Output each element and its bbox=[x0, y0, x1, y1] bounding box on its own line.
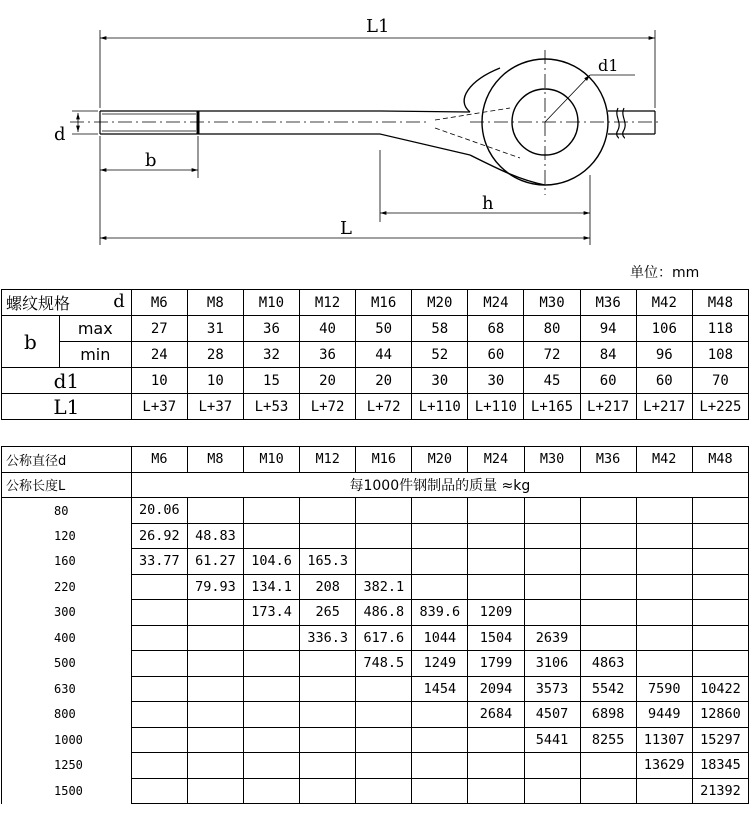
spec-cell: 52 bbox=[412, 342, 468, 368]
mass-cell bbox=[412, 727, 468, 753]
label-L: L bbox=[340, 218, 352, 239]
mass-cell bbox=[131, 727, 187, 753]
mass-cell: 4863 bbox=[580, 651, 636, 677]
mass-cell bbox=[187, 625, 243, 651]
spec-cell: L+165 bbox=[524, 394, 580, 420]
spec-cell: 60 bbox=[468, 342, 524, 368]
spec-cell: 70 bbox=[692, 368, 748, 394]
mass-cell: 336.3 bbox=[300, 625, 356, 651]
mass-cell bbox=[300, 778, 356, 804]
mass-cell bbox=[300, 651, 356, 677]
spec-size: M16 bbox=[356, 290, 412, 316]
mass-cell bbox=[243, 778, 299, 804]
mass-cell: 6898 bbox=[580, 702, 636, 728]
spec-cell: L+72 bbox=[300, 394, 356, 420]
mass-cell bbox=[636, 549, 692, 575]
spec-cell: L+217 bbox=[580, 394, 636, 420]
length-value: 160 bbox=[2, 549, 132, 575]
length-value: 630 bbox=[2, 676, 132, 702]
mass-cell bbox=[636, 574, 692, 600]
mass-row bbox=[2, 625, 749, 651]
mass-cell bbox=[356, 778, 412, 804]
label-L1: L1 bbox=[366, 16, 390, 37]
mass-cell: 5542 bbox=[580, 676, 636, 702]
mass-cell bbox=[636, 498, 692, 524]
mass-size: M24 bbox=[468, 447, 524, 473]
mass-size: M6 bbox=[131, 447, 187, 473]
mass-row bbox=[2, 523, 749, 549]
mass-cell bbox=[131, 702, 187, 728]
spec-cell: L+37 bbox=[131, 394, 187, 420]
label-d1: d1 bbox=[598, 56, 619, 75]
mass-cell bbox=[412, 702, 468, 728]
mass-size: M16 bbox=[356, 447, 412, 473]
mass-cell bbox=[187, 498, 243, 524]
mass-cell: 7590 bbox=[636, 676, 692, 702]
mass-cell: 1799 bbox=[468, 651, 524, 677]
label-h: h bbox=[482, 193, 494, 214]
mass-cell: 208 bbox=[300, 574, 356, 600]
mass-cell bbox=[187, 651, 243, 677]
mass-cell bbox=[187, 727, 243, 753]
spec-cell: L+217 bbox=[636, 394, 692, 420]
spec-cell: 20 bbox=[356, 368, 412, 394]
mass-cell bbox=[356, 727, 412, 753]
length-value: 400 bbox=[2, 625, 132, 651]
mass-row bbox=[2, 549, 749, 575]
spec-size: M10 bbox=[243, 290, 299, 316]
spec-cell: 44 bbox=[356, 342, 412, 368]
d1-label: d1 bbox=[2, 368, 132, 394]
spec-cell: 32 bbox=[243, 342, 299, 368]
mass-cell bbox=[580, 753, 636, 779]
mass-size: M36 bbox=[580, 447, 636, 473]
mass-cell bbox=[243, 625, 299, 651]
spec-cell: 72 bbox=[524, 342, 580, 368]
spec-cell: 31 bbox=[187, 316, 243, 342]
length-value: 500 bbox=[2, 651, 132, 677]
spec-cell: 30 bbox=[468, 368, 524, 394]
mass-cell bbox=[300, 676, 356, 702]
mass-table bbox=[1, 446, 749, 804]
eye-bolt-drawing bbox=[0, 0, 750, 262]
mass-cell bbox=[468, 523, 524, 549]
spec-cell: 10 bbox=[187, 368, 243, 394]
spec-header-row bbox=[2, 290, 749, 316]
mass-row bbox=[2, 702, 749, 728]
unit-note: 单位：mm bbox=[630, 265, 700, 281]
mass-cell: 617.6 bbox=[356, 625, 412, 651]
mass-cell: 8255 bbox=[580, 727, 636, 753]
mass-cell: 173.4 bbox=[243, 600, 299, 626]
mass-row bbox=[2, 651, 749, 677]
mass-cell bbox=[692, 600, 748, 626]
length-value: 80 bbox=[2, 498, 132, 524]
mass-cell: 104.6 bbox=[243, 549, 299, 575]
spec-cell: 30 bbox=[412, 368, 468, 394]
mass-cell bbox=[131, 600, 187, 626]
mass-header-row bbox=[2, 447, 749, 473]
mass-size: M8 bbox=[187, 447, 243, 473]
mass-cell bbox=[187, 702, 243, 728]
spec-cell: 20 bbox=[300, 368, 356, 394]
dimension-d bbox=[72, 111, 98, 134]
mass-cell: 21392 bbox=[692, 778, 748, 804]
spec-row-L1 bbox=[2, 394, 749, 420]
spec-cell: 58 bbox=[412, 316, 468, 342]
mass-cell bbox=[131, 574, 187, 600]
mass-cell bbox=[580, 600, 636, 626]
mass-caption-row bbox=[2, 472, 749, 498]
mass-cell: 2684 bbox=[468, 702, 524, 728]
length-value: 1000 bbox=[2, 727, 132, 753]
mass-cell: 134.1 bbox=[243, 574, 299, 600]
spec-cell: 45 bbox=[524, 368, 580, 394]
mass-cell bbox=[524, 523, 580, 549]
spec-cell: L+110 bbox=[412, 394, 468, 420]
spec-cell: 27 bbox=[131, 316, 187, 342]
mass-cell bbox=[412, 523, 468, 549]
mass-cell bbox=[580, 498, 636, 524]
mass-caption: 每1000件钢制品的质量 ≈kg bbox=[131, 472, 748, 498]
mass-cell: 18345 bbox=[692, 753, 748, 779]
mass-cell bbox=[468, 549, 524, 575]
mass-cell bbox=[692, 523, 748, 549]
mass-cell bbox=[131, 778, 187, 804]
mass-cell: 748.5 bbox=[356, 651, 412, 677]
mass-cell bbox=[580, 549, 636, 575]
spec-size: M8 bbox=[187, 290, 243, 316]
mass-cell bbox=[636, 523, 692, 549]
mass-cell: 2094 bbox=[468, 676, 524, 702]
length-value: 800 bbox=[2, 702, 132, 728]
mass-cell bbox=[580, 523, 636, 549]
length-value: 1500 bbox=[2, 778, 132, 804]
mass-cell bbox=[524, 753, 580, 779]
spec-cell: 10 bbox=[131, 368, 187, 394]
mass-size: M30 bbox=[524, 447, 580, 473]
spec-cell: 36 bbox=[300, 342, 356, 368]
mass-cell bbox=[468, 574, 524, 600]
min-label: min bbox=[59, 342, 131, 368]
mass-cell: 4507 bbox=[524, 702, 580, 728]
mass-row bbox=[2, 498, 749, 524]
mass-cell bbox=[468, 778, 524, 804]
mass-cell: 61.27 bbox=[187, 549, 243, 575]
mass-cell bbox=[300, 727, 356, 753]
spec-cell: 28 bbox=[187, 342, 243, 368]
spec-size: M24 bbox=[468, 290, 524, 316]
mass-cell bbox=[131, 676, 187, 702]
spec-cell: 40 bbox=[300, 316, 356, 342]
mass-cell bbox=[412, 498, 468, 524]
spec-cell: 24 bbox=[131, 342, 187, 368]
mass-cell bbox=[356, 676, 412, 702]
mass-cell bbox=[356, 498, 412, 524]
mass-cell: 48.83 bbox=[187, 523, 243, 549]
length-value: 300 bbox=[2, 600, 132, 626]
mass-cell: 26.92 bbox=[131, 523, 187, 549]
dimension-L1 bbox=[100, 30, 655, 108]
mass-cell bbox=[243, 727, 299, 753]
mass-cell bbox=[131, 753, 187, 779]
mass-cell bbox=[356, 702, 412, 728]
L1-label: L1 bbox=[2, 394, 132, 420]
length-value: 120 bbox=[2, 523, 132, 549]
mass-cell bbox=[187, 676, 243, 702]
mass-cell bbox=[524, 574, 580, 600]
mass-cell bbox=[300, 523, 356, 549]
spec-size: M12 bbox=[300, 290, 356, 316]
mass-cell: 486.8 bbox=[356, 600, 412, 626]
mass-cell bbox=[468, 498, 524, 524]
mass-cell bbox=[468, 753, 524, 779]
mass-size: M10 bbox=[243, 447, 299, 473]
mass-size: M20 bbox=[412, 447, 468, 473]
thread-spec-label: 螺纹规格 d bbox=[2, 290, 132, 316]
mass-row bbox=[2, 676, 749, 702]
mass-cell bbox=[243, 498, 299, 524]
mass-cell: 11307 bbox=[636, 727, 692, 753]
mass-cell bbox=[243, 753, 299, 779]
mass-cell bbox=[187, 778, 243, 804]
label-b: b bbox=[145, 150, 157, 171]
spec-cell: L+53 bbox=[243, 394, 299, 420]
mass-cell bbox=[468, 727, 524, 753]
mass-size: M42 bbox=[636, 447, 692, 473]
mass-cell bbox=[524, 498, 580, 524]
mass-body bbox=[2, 498, 749, 804]
max-label: max bbox=[59, 316, 131, 342]
mass-cell: 12860 bbox=[692, 702, 748, 728]
mass-cell bbox=[300, 702, 356, 728]
mass-cell bbox=[580, 625, 636, 651]
mass-cell bbox=[636, 600, 692, 626]
mass-cell: 13629 bbox=[636, 753, 692, 779]
mass-cell bbox=[524, 549, 580, 575]
spec-row-d1 bbox=[2, 368, 749, 394]
spec-cell: 96 bbox=[636, 342, 692, 368]
mass-cell: 1454 bbox=[412, 676, 468, 702]
spec-row-min bbox=[2, 342, 749, 368]
spec-table bbox=[1, 289, 749, 420]
nominal-length-label: 公称长度L bbox=[2, 472, 132, 498]
spec-row-max bbox=[2, 316, 749, 342]
mass-cell: 1209 bbox=[468, 600, 524, 626]
mass-cell bbox=[580, 574, 636, 600]
spec-cell: 36 bbox=[243, 316, 299, 342]
spec-cell: 84 bbox=[580, 342, 636, 368]
spec-size: M20 bbox=[412, 290, 468, 316]
spec-cell: 68 bbox=[468, 316, 524, 342]
mass-row bbox=[2, 753, 749, 779]
length-value: 220 bbox=[2, 574, 132, 600]
mass-cell bbox=[187, 753, 243, 779]
spec-cell: 60 bbox=[580, 368, 636, 394]
mass-cell bbox=[356, 523, 412, 549]
mass-cell bbox=[243, 702, 299, 728]
mass-cell bbox=[356, 549, 412, 575]
mass-row bbox=[2, 600, 749, 626]
b-label: b bbox=[2, 316, 60, 368]
spec-cell: L+225 bbox=[692, 394, 748, 420]
mass-size: M12 bbox=[300, 447, 356, 473]
mass-cell bbox=[300, 498, 356, 524]
mass-cell bbox=[692, 498, 748, 524]
spec-size: M42 bbox=[636, 290, 692, 316]
bolt-shank bbox=[70, 111, 470, 155]
bolt-eye bbox=[435, 50, 660, 195]
mass-row bbox=[2, 574, 749, 600]
mass-cell bbox=[131, 625, 187, 651]
mass-cell bbox=[524, 600, 580, 626]
mass-cell bbox=[243, 523, 299, 549]
mass-row bbox=[2, 727, 749, 753]
mass-cell bbox=[636, 625, 692, 651]
mass-cell bbox=[580, 778, 636, 804]
mass-cell: 5441 bbox=[524, 727, 580, 753]
mass-cell: 10422 bbox=[692, 676, 748, 702]
spec-cell: L+37 bbox=[187, 394, 243, 420]
mass-cell bbox=[243, 676, 299, 702]
spec-cell: 108 bbox=[692, 342, 748, 368]
mass-row bbox=[2, 778, 749, 804]
mass-cell bbox=[692, 574, 748, 600]
mass-cell: 382.1 bbox=[356, 574, 412, 600]
mass-cell: 1249 bbox=[412, 651, 468, 677]
spec-cell: 106 bbox=[636, 316, 692, 342]
spec-size: M48 bbox=[692, 290, 748, 316]
mass-cell: 9449 bbox=[636, 702, 692, 728]
mass-cell: 165.3 bbox=[300, 549, 356, 575]
mass-cell: 1504 bbox=[468, 625, 524, 651]
spec-cell: L+72 bbox=[356, 394, 412, 420]
mass-cell bbox=[524, 778, 580, 804]
mass-cell: 265 bbox=[300, 600, 356, 626]
spec-cell: 80 bbox=[524, 316, 580, 342]
spec-cell: 60 bbox=[636, 368, 692, 394]
spec-size: M36 bbox=[580, 290, 636, 316]
mass-cell bbox=[131, 651, 187, 677]
mass-cell bbox=[692, 625, 748, 651]
spec-cell: 94 bbox=[580, 316, 636, 342]
mass-cell bbox=[412, 574, 468, 600]
mass-cell bbox=[412, 753, 468, 779]
mass-cell: 33.77 bbox=[131, 549, 187, 575]
leader-d1 bbox=[545, 75, 635, 122]
mass-cell: 15297 bbox=[692, 727, 748, 753]
mass-cell bbox=[636, 651, 692, 677]
spec-size: M6 bbox=[131, 290, 187, 316]
mass-size: M48 bbox=[692, 447, 748, 473]
mass-cell: 2639 bbox=[524, 625, 580, 651]
spec-cell: L+110 bbox=[468, 394, 524, 420]
spec-cell: 118 bbox=[692, 316, 748, 342]
mass-cell bbox=[300, 753, 356, 779]
mass-cell: 3573 bbox=[524, 676, 580, 702]
mass-cell: 20.06 bbox=[131, 498, 187, 524]
mass-cell: 3106 bbox=[524, 651, 580, 677]
nominal-diameter-label: 公称直径d bbox=[2, 447, 132, 473]
mass-cell bbox=[356, 753, 412, 779]
mass-cell bbox=[692, 549, 748, 575]
spec-cell: 50 bbox=[356, 316, 412, 342]
mass-cell bbox=[243, 651, 299, 677]
length-value: 1250 bbox=[2, 753, 132, 779]
mass-cell bbox=[412, 549, 468, 575]
spec-cell: 15 bbox=[243, 368, 299, 394]
label-d: d bbox=[54, 124, 66, 145]
mass-cell: 79.93 bbox=[187, 574, 243, 600]
mass-cell bbox=[636, 778, 692, 804]
mass-cell bbox=[692, 651, 748, 677]
spec-size: M30 bbox=[524, 290, 580, 316]
mass-cell: 839.6 bbox=[412, 600, 468, 626]
mass-cell: 1044 bbox=[412, 625, 468, 651]
mass-cell bbox=[412, 778, 468, 804]
mass-cell bbox=[187, 600, 243, 626]
